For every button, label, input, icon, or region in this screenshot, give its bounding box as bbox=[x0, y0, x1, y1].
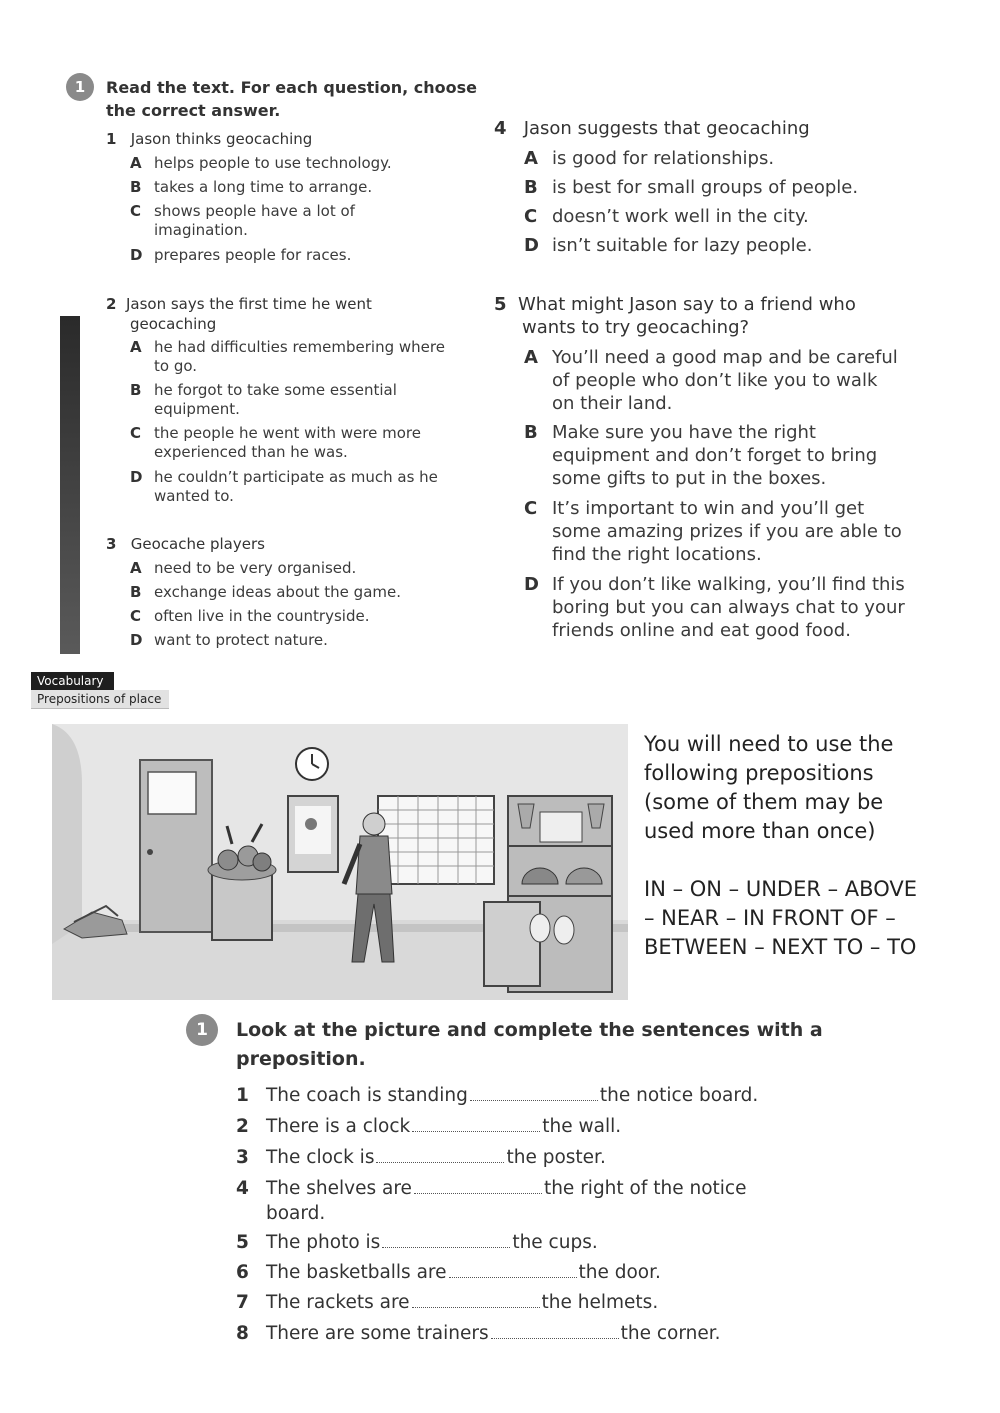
question-text: wants to try geocaching? bbox=[522, 317, 750, 338]
prepositions-list-line: IN – ON – UNDER – ABOVE bbox=[644, 877, 917, 901]
option-5c[interactable]: C It’s important to win and you’ll get some amazing prizes if you are able to find the right locations. bbox=[524, 498, 902, 565]
option-4c[interactable]: C doesn’t work well in the city. bbox=[524, 206, 809, 227]
question-text: Jason thinks geocaching bbox=[130, 130, 313, 148]
option-5b[interactable]: B Make sure you have the right equipment and don’t forget to bring some gifts to put in the boxes. bbox=[524, 422, 878, 489]
note-line: You will need to use the bbox=[644, 732, 894, 756]
question-text: Geocache players bbox=[130, 535, 265, 553]
option-4a[interactable]: A is good for relationships. bbox=[524, 148, 775, 169]
room-illustration bbox=[52, 724, 628, 1000]
answer-blank[interactable] bbox=[412, 1117, 540, 1132]
question-text: Jason says the first time he went bbox=[125, 295, 372, 313]
clock bbox=[296, 748, 328, 780]
decorative-photo-strip bbox=[60, 316, 80, 654]
question-3 bbox=[106, 535, 265, 553]
sentence-1: 1 The coach is standing the notice board. bbox=[236, 1085, 759, 1106]
option-3d[interactable]: D want to protect nature. bbox=[130, 631, 328, 649]
option-5d[interactable]: D If you don’t like walking, you’ll find this boring but you can always chat to your friends online and eat good food. bbox=[524, 574, 905, 641]
answer-blank[interactable] bbox=[491, 1324, 619, 1339]
sentence-5: 5 The photo is the cups. bbox=[236, 1232, 598, 1253]
answer-blank[interactable] bbox=[376, 1148, 504, 1163]
note-line: used more than once) bbox=[644, 819, 876, 843]
option-3b[interactable]: B exchange ideas about the game. bbox=[130, 583, 401, 601]
option-1c[interactable]: C shows people have a lot of imagination. bbox=[130, 202, 355, 239]
option-2c[interactable]: C the people he went with were more experienced than he was. bbox=[130, 424, 421, 461]
option-2b[interactable]: B he forgot to take some essential equipment. bbox=[130, 381, 397, 418]
exercise-instruction bbox=[106, 76, 477, 122]
option-1d[interactable]: D prepares people for races. bbox=[130, 246, 352, 264]
option-4b[interactable]: B is best for small groups of people. bbox=[524, 177, 859, 198]
note-line: following prepositions bbox=[644, 761, 874, 785]
answer-blank[interactable] bbox=[412, 1293, 540, 1308]
question-text: What might Jason say to a friend who bbox=[517, 294, 856, 315]
poster bbox=[288, 796, 338, 872]
prepositions-list-line: BETWEEN – NEXT TO – TO bbox=[644, 935, 917, 959]
photo bbox=[540, 812, 582, 842]
sentence-4: 4 The shelves are the right of the notice board. bbox=[236, 1178, 747, 1224]
question-number: 4 bbox=[494, 118, 507, 139]
question-number: 5 bbox=[494, 294, 507, 315]
option-1b[interactable]: B takes a long time to arrange. bbox=[130, 178, 373, 196]
sentence-3: 3 The clock is the poster. bbox=[236, 1147, 606, 1168]
question-number: 1 bbox=[106, 130, 117, 148]
instruction-line: preposition. bbox=[236, 1048, 366, 1070]
sentence-7: 7 The rackets are the helmets. bbox=[236, 1292, 659, 1313]
exercise-number-badge: 1 bbox=[186, 1014, 218, 1046]
instruction-line: the correct answer. bbox=[106, 101, 281, 120]
answer-blank[interactable] bbox=[470, 1086, 598, 1101]
option-2d[interactable]: D he couldn’t participate as much as he wanted to. bbox=[130, 468, 438, 505]
prepositions-subtag: Prepositions of place bbox=[31, 690, 169, 709]
sentence-8: 8 There are some trainers the corner. bbox=[236, 1323, 721, 1344]
option-5a[interactable]: A You’ll need a good map and be careful of people who don’t like you to walk on their land. bbox=[524, 347, 898, 414]
option-3c[interactable]: C often live in the countryside. bbox=[130, 607, 370, 625]
question-4 bbox=[494, 118, 810, 139]
question-2 bbox=[106, 294, 372, 334]
sentence-6: 6 The basketballs are the door. bbox=[236, 1262, 661, 1283]
option-3a[interactable]: A need to be very organised. bbox=[130, 559, 357, 577]
note-line: (some of them may be bbox=[644, 790, 884, 814]
exercise-instruction bbox=[236, 1016, 823, 1074]
question-1 bbox=[106, 130, 312, 148]
answer-blank[interactable] bbox=[414, 1179, 542, 1194]
question-number: 2 bbox=[106, 295, 117, 313]
vocabulary-tag: Vocabulary bbox=[31, 672, 114, 690]
exercise-number-badge: 1 bbox=[66, 73, 94, 101]
option-4d[interactable]: D isn’t suitable for lazy people. bbox=[524, 235, 813, 256]
question-text: geocaching bbox=[130, 315, 217, 333]
notice-board bbox=[378, 796, 494, 884]
option-2a[interactable]: A he had difficulties remembering where to go. bbox=[130, 338, 445, 375]
question-5 bbox=[494, 293, 856, 339]
answer-blank[interactable] bbox=[449, 1263, 577, 1278]
question-text: Jason suggests that geocaching bbox=[523, 118, 810, 139]
prepositions-note bbox=[644, 730, 954, 962]
option-1a[interactable]: A helps people to use technology. bbox=[130, 154, 392, 172]
prepositions-list-line: – NEAR – IN FRONT OF – bbox=[644, 906, 896, 930]
answer-blank[interactable] bbox=[382, 1233, 510, 1248]
sentence-2: 2 There is a clock the wall. bbox=[236, 1116, 622, 1137]
instruction-line: Look at the picture and complete the sentences with a bbox=[236, 1019, 823, 1041]
question-number: 3 bbox=[106, 535, 117, 553]
door bbox=[140, 760, 212, 932]
instruction-line: Read the text. For each question, choose bbox=[106, 78, 478, 97]
